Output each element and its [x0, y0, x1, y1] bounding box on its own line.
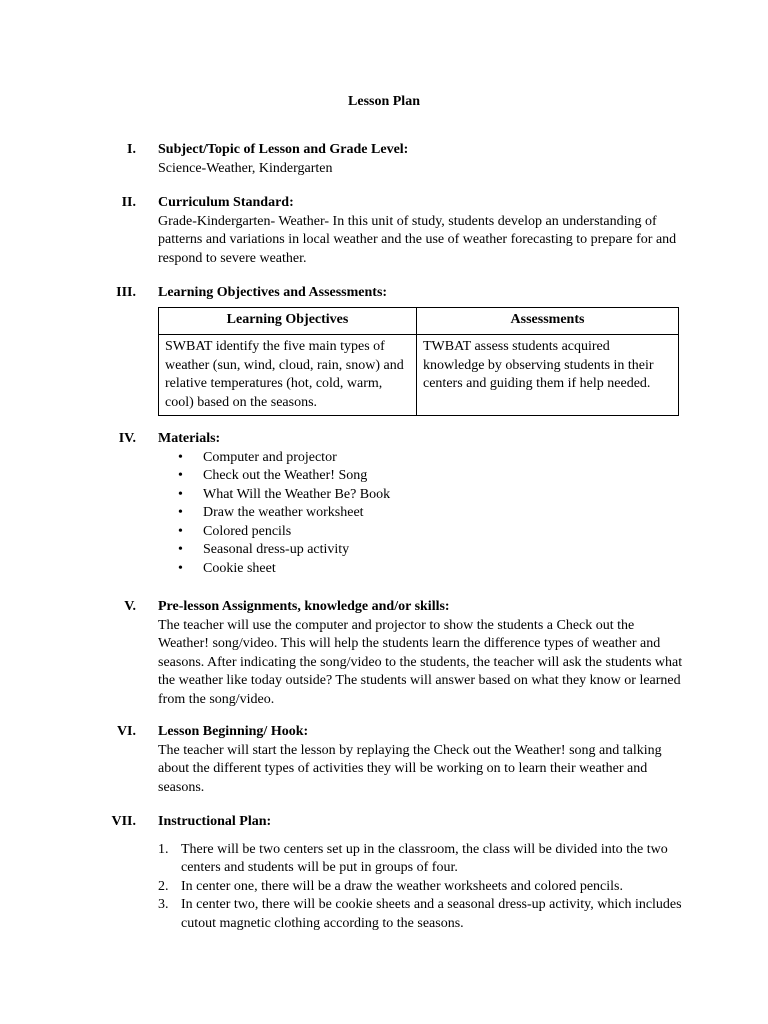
- section-heading: Learning Objectives and Assessments:: [158, 285, 388, 300]
- section-numeral: IV.: [118, 431, 136, 446]
- page-title: Lesson Plan: [348, 94, 420, 109]
- list-item: [158, 896, 683, 933]
- section-numeral: I.: [127, 142, 136, 157]
- list-item: [158, 541, 683, 560]
- section-heading: Curriculum Standard:: [158, 195, 294, 210]
- section-heading: Pre-lesson Assignments, knowledge and/or skills:: [158, 599, 450, 614]
- section-numeral: VI.: [116, 724, 136, 739]
- list-item: [158, 841, 683, 878]
- step-number: 3.: [158, 897, 169, 912]
- list-item: [158, 467, 683, 486]
- bullet-icon: •: [178, 486, 183, 502]
- table-cell-assessments: TWBAT assess students acquired knowledge by observing students in their centers and guiding them if help needed.: [417, 335, 679, 416]
- list-item: [158, 878, 683, 897]
- section-heading: Subject/Topic of Lesson and Grade Level:: [158, 142, 409, 157]
- table-row: [159, 335, 679, 416]
- list-item: [158, 486, 683, 505]
- section-text: The teacher will use the computer and projector to show the students a Check out the Weather! song/video. This will help the students learn the difference types of weather and seasons. After indicating the song/video to the students, the teacher will ask the students what the weather like today outside? The students will answer based on what they know or learned from the song/video.: [158, 617, 683, 707]
- step-number: 1.: [158, 841, 169, 857]
- step-text: In center two, there will be cookie sheets and a seasonal dress-up activity, which includes cutout magnetic clothing according to the seasons.: [181, 897, 682, 931]
- list-item: [158, 523, 683, 542]
- bullet-icon: •: [178, 468, 183, 483]
- list-item-text: Check out the Weather! Song: [203, 468, 368, 483]
- section-content: [158, 284, 683, 416]
- list-item-text: Draw the weather worksheet: [203, 505, 364, 520]
- step-text: There will be two centers set up in the classroom, the class will be divided into the two centers and students will be put in groups of four.: [181, 841, 668, 875]
- step-number: 2.: [158, 878, 169, 894]
- bullet-icon: •: [178, 505, 183, 520]
- table-header-row: [159, 307, 679, 335]
- bullet-icon: •: [178, 449, 183, 465]
- section-numeral: III.: [116, 285, 136, 300]
- step-text: In center one, there will be a draw the weather worksheets and colored pencils.: [181, 878, 623, 894]
- section-text: Science-Weather, Kindergarten: [158, 160, 333, 176]
- materials-list: [158, 449, 683, 579]
- section-content: [158, 598, 683, 709]
- instructional-steps: [158, 841, 683, 934]
- section-heading: Instructional Plan:: [158, 814, 272, 829]
- list-item: [158, 449, 683, 468]
- bullet-icon: •: [178, 560, 183, 576]
- list-item: [158, 504, 683, 523]
- section-content: [158, 813, 683, 933]
- section-content: [158, 141, 683, 178]
- table-cell-objectives: SWBAT identify the five main types of weather (sun, wind, cloud, rain, snow) and relative temperatures (hot, cold, warm, cool) based on the seasons.: [159, 335, 417, 416]
- section-heading: Lesson Beginning/ Hook:: [158, 724, 309, 739]
- list-item-text: What Will the Weather Be? Book: [203, 486, 391, 502]
- list-item-text: Seasonal dress-up activity: [203, 542, 350, 557]
- section-content: [158, 194, 683, 268]
- bullet-icon: •: [178, 523, 183, 539]
- table-header-objectives: Learning Objectives: [159, 307, 417, 335]
- list-item: [158, 560, 683, 579]
- section-content: [158, 430, 683, 578]
- section-numeral: VII.: [111, 814, 136, 829]
- list-item-text: Cookie sheet: [203, 560, 276, 576]
- section-numeral: II.: [121, 195, 136, 210]
- list-item-text: Computer and projector: [203, 449, 337, 465]
- bullet-icon: •: [178, 542, 183, 557]
- section-text: Grade-Kindergarten- Weather- In this unit of study, students develop an understanding of patterns and variations in local weather and the use of weather forecasting to prepare for and respond to severe weather.: [158, 213, 677, 266]
- section-text: The teacher will start the lesson by replaying the Check out the Weather! song and talking about the different types of activities they will be working on to learn their weather and seasons.: [158, 742, 662, 795]
- section-numeral: V.: [124, 599, 136, 614]
- section-heading: Materials:: [158, 431, 221, 446]
- objectives-table: [158, 307, 679, 417]
- section-content: [158, 723, 683, 797]
- list-item-text: Colored pencils: [203, 523, 292, 539]
- table-header-assessments: Assessments: [417, 307, 679, 335]
